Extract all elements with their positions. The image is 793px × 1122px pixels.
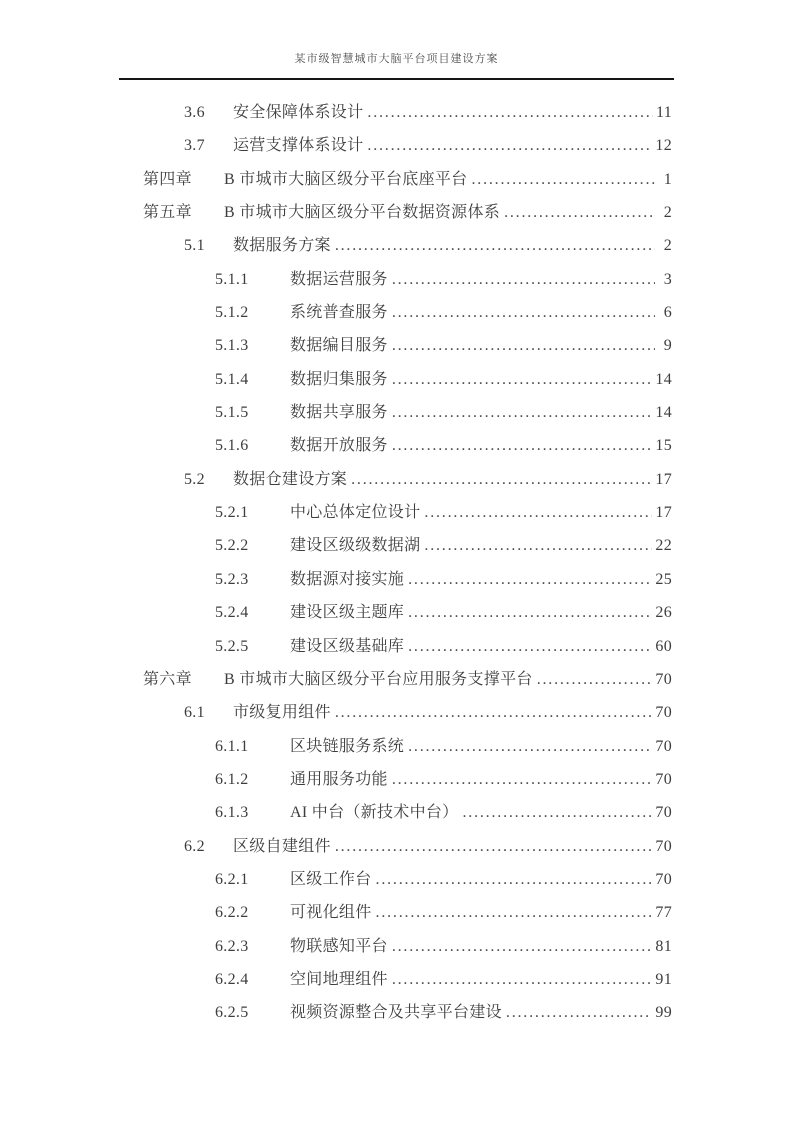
toc-entry-page: 2 (663, 237, 672, 255)
toc-entry-title: 数据源对接实施 (290, 570, 405, 588)
toc-entry-page: 12 (655, 137, 672, 155)
toc-entry (119, 896, 674, 929)
toc-entry (119, 396, 674, 429)
toc-entry-number: 5.1.6 (215, 437, 249, 455)
toc-entry-title: 数据运营服务 (290, 270, 388, 288)
toc-entry (119, 663, 674, 696)
toc-dot-leader (424, 496, 652, 529)
toc-dot-leader (392, 329, 655, 362)
toc-entry (119, 463, 674, 496)
toc-entry-title: 区级自建组件 (233, 837, 331, 855)
toc-entry-number: 6.2.5 (215, 1004, 249, 1022)
toc-entry-number: 5.2.1 (215, 504, 249, 522)
toc-dot-leader (537, 663, 653, 696)
toc-entry (119, 930, 674, 963)
toc-entry-title: B 市城市大脑区级分平台数据资源体系 (224, 204, 501, 222)
toc-entry-title: 建设区级基础库 (290, 637, 405, 655)
toc-entry-title: 空间地理组件 (290, 970, 388, 988)
toc-entry-page: 25 (655, 570, 672, 588)
toc-entry-title: 数据编目服务 (290, 337, 388, 355)
toc-entry (119, 163, 674, 196)
toc-entry (119, 630, 674, 663)
toc-dot-leader (392, 363, 653, 396)
toc-dot-leader (424, 529, 652, 562)
toc-entry-number: 5.1.3 (215, 337, 249, 355)
toc-entry-page: 2 (663, 204, 672, 222)
toc-dot-leader (367, 96, 653, 129)
page-header-title: 某市级智慧城市大脑平台项目建设方案 (294, 53, 499, 65)
toc-entry (119, 730, 674, 763)
toc-entry-number: 5.2.5 (215, 637, 249, 655)
toc-entry-page: 11 (655, 104, 672, 121)
toc-entry-page: 60 (655, 637, 672, 655)
toc-dot-leader (392, 296, 655, 329)
toc-entry (119, 796, 674, 829)
toc-entry-number: 6.2.3 (215, 937, 249, 955)
toc-dot-leader (392, 930, 653, 963)
toc-entry (119, 830, 674, 863)
toc-entry-number: 3.6 (184, 104, 205, 121)
toc-entry-page: 70 (655, 704, 672, 722)
toc-entry-number: 6.2 (184, 837, 205, 855)
toc-entry-page: 9 (663, 337, 672, 355)
toc-entry (119, 263, 674, 296)
toc-entry-title: AI 中台（新技术中台） (290, 804, 459, 822)
toc-dot-leader (462, 796, 652, 829)
toc-entry-title: 区级工作台 (290, 870, 372, 888)
toc-entry-number: 5.2 (184, 470, 205, 488)
toc-entry-number: 5.2.3 (215, 570, 249, 588)
toc-entry-number: 5.1.2 (215, 304, 249, 322)
toc-entry-title: B 市城市大脑区级分平台底座平台 (224, 170, 468, 188)
toc-dot-leader (335, 696, 653, 729)
toc-entry-page: 70 (655, 837, 672, 855)
toc-entry-title: 数据归集服务 (290, 370, 388, 388)
toc-entry-page: 70 (655, 737, 672, 755)
toc-dot-leader (392, 963, 653, 996)
toc-entry (119, 696, 674, 729)
toc-dot-leader (351, 463, 652, 496)
toc-entry-number: 5.1 (184, 237, 205, 255)
toc-entry-number: 5.1.4 (215, 370, 249, 388)
toc-entry-number: 6.2.2 (215, 904, 249, 922)
toc-entry (119, 529, 674, 562)
toc-entry-page: 91 (655, 970, 672, 988)
toc-entry-number: 第四章 (143, 170, 192, 188)
toc-entry-number: 第五章 (143, 204, 192, 222)
toc-dot-leader (335, 830, 653, 863)
toc-entry-page: 17 (655, 504, 672, 522)
toc-entry-number: 6.2.1 (215, 870, 249, 888)
toc-entry-page: 1 (663, 170, 672, 188)
toc-entry (119, 96, 674, 129)
toc-dot-leader (408, 730, 652, 763)
toc-entry-title: 数据仓建设方案 (233, 470, 348, 488)
toc-entry-title: 物联感知平台 (290, 937, 388, 955)
toc-entry-title: 通用服务功能 (290, 770, 388, 788)
toc-entry-page: 15 (655, 437, 672, 455)
toc-entry-title: 中心总体定位设计 (290, 504, 421, 522)
toc-entry-number: 5.2.2 (215, 537, 249, 555)
toc-entry-page: 14 (655, 370, 672, 388)
toc-entry (119, 963, 674, 996)
toc-entry-title: 系统普查服务 (290, 304, 388, 322)
toc-entry-title: B 市城市大脑区级分平台应用服务支撑平台 (224, 670, 533, 688)
toc-entry-page: 3 (663, 270, 672, 288)
toc-dot-leader (335, 229, 655, 262)
toc-entry (119, 229, 674, 262)
toc-entry-page: 70 (655, 804, 672, 822)
toc-dot-leader (408, 596, 652, 629)
toc-dot-leader (376, 896, 653, 929)
toc-entry-page: 77 (655, 904, 672, 922)
toc-entry-page: 26 (655, 604, 672, 622)
toc-entry (119, 763, 674, 796)
toc-dot-leader (506, 996, 652, 1029)
toc-entry-title: 安全保障体系设计 (233, 104, 364, 121)
toc-dot-leader (408, 630, 652, 663)
toc-entry (119, 196, 674, 229)
toc-entry-number: 5.1.5 (215, 404, 249, 422)
toc-entry-title: 可视化组件 (290, 904, 372, 922)
table-of-contents (119, 96, 674, 1030)
toc-entry (119, 363, 674, 396)
toc-entry-page: 17 (655, 470, 672, 488)
toc-dot-leader (392, 429, 653, 462)
toc-entry (119, 996, 674, 1029)
toc-entry-title: 数据开放服务 (290, 437, 388, 455)
toc-entry-title: 区块链服务系统 (290, 737, 405, 755)
toc-dot-leader (376, 863, 653, 896)
toc-entry-number: 6.1.1 (215, 737, 249, 755)
toc-entry-number: 6.1 (184, 704, 205, 722)
toc-entry (119, 863, 674, 896)
toc-entry-number: 6.1.2 (215, 770, 249, 788)
toc-entry-page: 70 (655, 770, 672, 788)
toc-entry-page: 70 (655, 870, 672, 888)
toc-entry-page: 14 (655, 404, 672, 422)
toc-entry-title: 视频资源整合及共享平台建设 (290, 1004, 502, 1022)
toc-entry-number: 3.7 (184, 137, 205, 155)
toc-entry-number: 第六章 (143, 670, 192, 688)
toc-entry-title: 数据服务方案 (233, 237, 331, 255)
toc-entry-number: 6.2.4 (215, 970, 249, 988)
toc-entry-page: 99 (655, 1004, 672, 1022)
toc-entry-page: 22 (655, 537, 672, 555)
toc-entry (119, 596, 674, 629)
toc-entry-title: 运营支撑体系设计 (233, 137, 364, 155)
toc-entry-title: 建设区级主题库 (290, 604, 405, 622)
toc-dot-leader (408, 563, 652, 596)
toc-entry (119, 129, 674, 162)
toc-entry-page: 81 (655, 937, 672, 955)
toc-dot-leader (392, 263, 655, 296)
toc-dot-leader (392, 763, 653, 796)
toc-entry-page: 70 (655, 670, 672, 688)
toc-dot-leader (392, 396, 653, 429)
toc-entry-title: 市级复用组件 (233, 704, 331, 722)
toc-dot-leader (471, 163, 655, 196)
toc-entry (119, 296, 674, 329)
toc-entry (119, 563, 674, 596)
toc-entry (119, 429, 674, 462)
toc-entry-title: 建设区级级数据湖 (290, 537, 421, 555)
toc-dot-leader (367, 129, 652, 162)
toc-entry (119, 496, 674, 529)
toc-entry-title: 数据共享服务 (290, 404, 388, 422)
toc-dot-leader (504, 196, 655, 229)
toc-entry-number: 5.1.1 (215, 270, 249, 288)
toc-entry-number: 6.1.3 (215, 804, 249, 822)
toc-entry-page: 6 (663, 304, 672, 322)
header-rule (119, 78, 674, 80)
toc-entry-number: 5.2.4 (215, 604, 249, 622)
toc-entry (119, 329, 674, 362)
